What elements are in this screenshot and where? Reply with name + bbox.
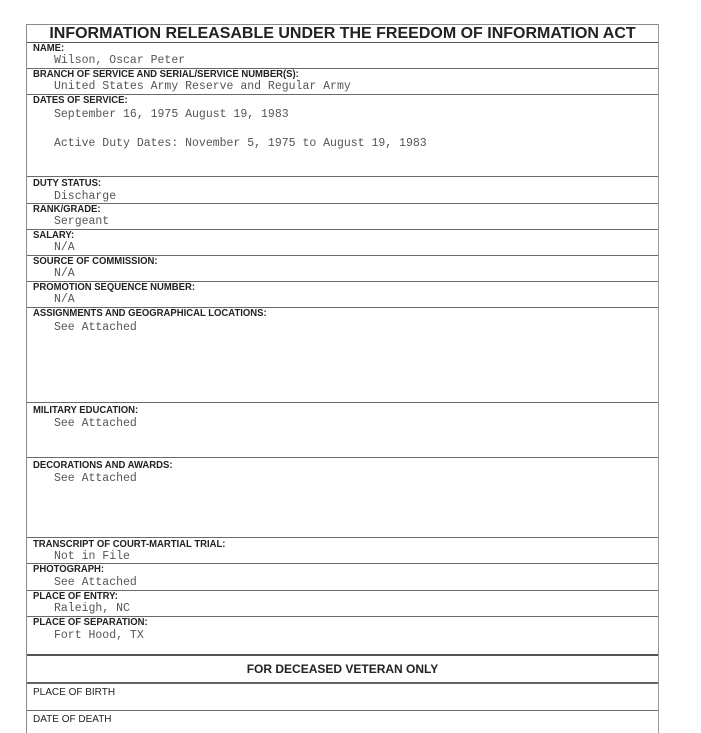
field-label: PHOTOGRAPH: xyxy=(33,564,105,575)
field-value: Raleigh, NC xyxy=(54,602,130,615)
field-place-of-separation xyxy=(27,617,658,654)
field-value: See Attached xyxy=(54,472,137,485)
field-dates-of-service xyxy=(27,95,658,177)
field-value: Wilson, Oscar Peter xyxy=(54,54,186,67)
field-place-of-birth xyxy=(27,684,658,711)
field-value: See Attached xyxy=(54,417,137,430)
field-duty-status xyxy=(27,177,658,204)
field-value: N/A xyxy=(54,293,75,306)
field-label: TRANSCRIPT OF COURT-MARTIAL TRIAL: xyxy=(33,539,226,550)
field-label: PLACE OF SEPARATION: xyxy=(33,617,148,628)
field-date-of-death xyxy=(27,711,658,733)
field-assignments xyxy=(27,308,658,403)
field-label: DATES OF SERVICE: xyxy=(33,95,128,106)
field-label: SALARY: xyxy=(33,230,75,241)
field-value: Discharge xyxy=(54,190,117,203)
deceased-veteran-heading: FOR DECEASED VETERAN ONLY xyxy=(27,654,658,684)
field-label: SOURCE OF COMMISSION: xyxy=(33,256,158,267)
form-title: INFORMATION RELEASABLE UNDER THE FREEDOM OF INFORMATION ACT xyxy=(27,24,658,43)
field-value: September 16, 1975 August 19, 1983 xyxy=(54,108,289,121)
field-rank xyxy=(27,204,658,230)
field-salary xyxy=(27,230,658,256)
field-label: DECORATIONS AND AWARDS: xyxy=(33,460,173,471)
field-label: ASSIGNMENTS AND GEOGRAPHICAL LOCATIONS: xyxy=(33,308,267,319)
field-label: PLACE OF BIRTH xyxy=(33,687,116,698)
field-label: PROMOTION SEQUENCE NUMBER: xyxy=(33,282,196,293)
field-label: MILITARY EDUCATION: xyxy=(33,405,139,416)
field-value: N/A xyxy=(54,241,75,254)
field-value: See Attached xyxy=(54,321,137,334)
field-name xyxy=(27,43,658,69)
field-source-of-commission xyxy=(27,256,658,282)
field-military-education xyxy=(27,403,658,458)
field-value: Fort Hood, TX xyxy=(54,629,144,642)
field-court-martial xyxy=(27,538,658,564)
foia-form xyxy=(26,24,659,733)
field-value: See Attached xyxy=(54,576,137,589)
field-label: DATE OF DEATH xyxy=(33,714,112,725)
field-label: PLACE OF ENTRY: xyxy=(33,591,118,602)
field-value: United States Army Reserve and Regular Army xyxy=(54,80,351,93)
field-value: N/A xyxy=(54,267,75,280)
field-label: DUTY STATUS: xyxy=(33,178,102,189)
field-label: RANK/GRADE: xyxy=(33,204,101,215)
field-promotion-sequence xyxy=(27,282,658,308)
field-label: BRANCH OF SERVICE AND SERIAL/SERVICE NUMBER(S): xyxy=(33,69,299,80)
field-value: Not in File xyxy=(54,550,130,563)
field-photograph xyxy=(27,564,658,591)
active-duty-dates: Active Duty Dates: November 5, 1975 to August 19, 1983 xyxy=(54,137,427,150)
field-value: Sergeant xyxy=(54,215,110,228)
field-decorations xyxy=(27,458,658,538)
field-label: NAME: xyxy=(33,43,65,54)
field-place-of-entry xyxy=(27,591,658,617)
field-branch xyxy=(27,69,658,95)
